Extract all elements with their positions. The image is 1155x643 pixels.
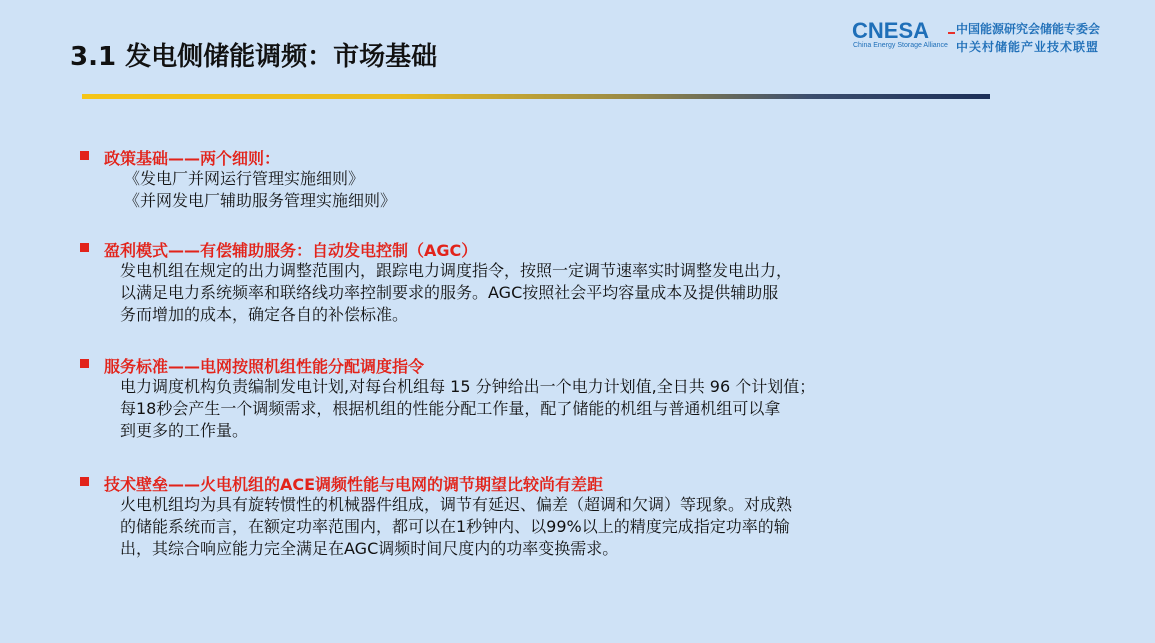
body-line: 每18秒会产生一个调频需求，根据机组的性能分配工作量，配了储能的机组与普通机组可以拿 <box>120 399 781 418</box>
cnesa-logo <box>852 18 1142 58</box>
logo-accent-mark <box>948 32 955 34</box>
slide-title: 3.1 发电侧储能调频：市场基础 <box>70 42 438 72</box>
body-line: 电力调度机构负责编制发电计划,对每台机组每 15 分钟给出一个电力计划值,全日共 96 个计划值； <box>120 377 816 396</box>
body-line: 到更多的工作量。 <box>120 421 249 440</box>
square-bullet-icon <box>80 359 89 368</box>
body-line: 《发电厂并网运行管理实施细则》 <box>124 169 365 188</box>
title-divider <box>82 94 990 99</box>
logo-cn-line2: 中关村储能产业技术联盟 <box>956 40 1100 54</box>
logo-english-name: China Energy Storage Alliance <box>853 42 948 49</box>
section-heading-row <box>80 238 980 260</box>
body-line: 以满足电力系统频率和联络线功率控制要求的服务。AGC按照社会平均容量成本及提供辅助服 <box>120 283 779 302</box>
section-heading-row <box>80 146 980 168</box>
body-line: 的储能系统而言，在额定功率范围内，都可以在1秒钟内、以99%以上的精度完成指定功率的输 <box>120 517 790 536</box>
body-line: 出，其综合响应能力完全满足在AGC调频时间尺度内的功率变换需求。 <box>120 539 619 558</box>
section-heading: 政策基础——两个细则： <box>104 149 281 168</box>
square-bullet-icon <box>80 151 89 160</box>
section-heading: 服务标准——电网按照机组性能分配调度指令 <box>104 357 425 376</box>
section-heading-row <box>80 472 980 494</box>
section-heading-row <box>80 354 980 376</box>
section-technical-barrier <box>80 472 980 560</box>
body-line: 务而增加的成本，确定各自的补偿标准。 <box>120 305 409 324</box>
section-heading: 盈利模式——有偿辅助服务：自动发电控制（AGC） <box>104 241 478 260</box>
body-line: 发电机组在规定的出力调整范围内，跟踪电力调度指令，按照一定调节速率实时调整发电出力， <box>120 261 793 280</box>
square-bullet-icon <box>80 243 89 252</box>
logo-cn-line1: 中国能源研究会储能专委会 <box>956 22 1101 36</box>
section-heading: 技术壁垒——火电机组的ACE调频性能与电网的调节期望比较尚有差距 <box>104 475 604 494</box>
section-profit-model <box>80 238 980 326</box>
body-line: 《并网发电厂辅助服务管理实施细则》 <box>124 191 397 210</box>
body-line: 火电机组均为具有旋转惯性的机械器件组成，调节有延迟、偏差（超调和欠调）等现象。对成熟 <box>120 495 793 514</box>
section-service-standard <box>80 354 980 442</box>
section-policy <box>80 146 980 212</box>
square-bullet-icon <box>80 477 89 486</box>
logo-acronym: CNESA <box>852 18 930 43</box>
